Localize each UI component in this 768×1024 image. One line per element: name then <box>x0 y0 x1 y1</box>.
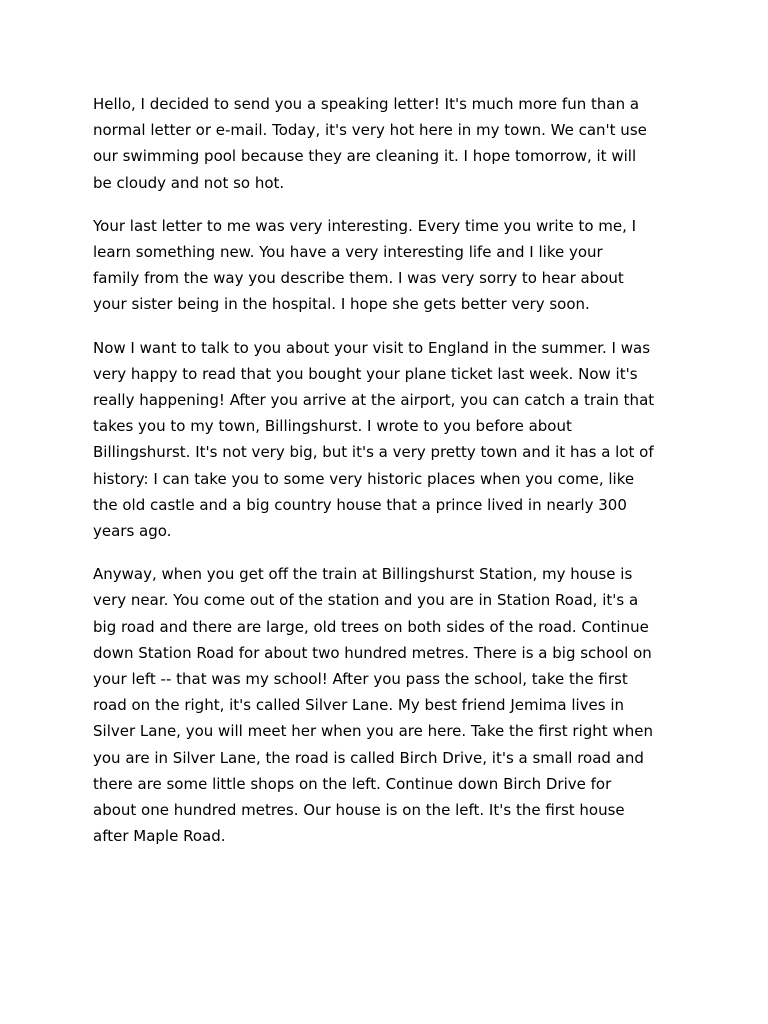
letter-body <box>93 91 685 866</box>
text-line: takes you to my town, Billingshurst. I wrote to you before about <box>93 417 572 436</box>
text-line: after Maple Road. <box>93 827 226 846</box>
text-line: your left -- that was my school! After you pass the school, take the first <box>93 670 628 689</box>
paragraph-visit <box>93 335 685 545</box>
text-line: big road and there are large, old trees on both sides of the road. Continue <box>93 617 649 636</box>
paragraph-greeting <box>93 91 685 196</box>
text-line: road on the right, it's called Silver Lane. My best friend Jemima lives in <box>93 696 625 715</box>
paragraph-last-letter <box>93 213 685 318</box>
text-line: about one hundred metres. Our house is on the left. It's the first house <box>93 801 625 820</box>
text-line: down Station Road for about two hundred metres. There is a big school on <box>93 643 652 662</box>
text-line: years ago. <box>93 522 172 541</box>
text-line: history: I can take you to some very historic places when you come, like <box>93 469 635 488</box>
text-line: very happy to read that you bought your plane ticket last week. Now it's <box>93 364 638 383</box>
text-line: family from the way you describe them. I was very sorry to hear about <box>93 269 624 288</box>
text-line: Hello, I decided to send you a speaking letter! It's much more fun than a <box>93 95 640 113</box>
text-line: Billingshurst. It's not very big, but it's a very pretty town and it has a lot of <box>93 443 654 462</box>
text-line: really happening! After you arrive at the airport, you can catch a train that <box>93 391 655 410</box>
text-line: our swimming pool because they are cleaning it. I hope tomorrow, it will <box>93 147 637 166</box>
text-line: the old castle and a big country house that a prince lived in nearly 300 <box>93 495 627 514</box>
text-line: Now I want to talk to you about your visit to England in the summer. I was <box>93 338 651 357</box>
text-line: Anyway, when you get off the train at Billingshurst Station, my house is <box>93 565 633 584</box>
text-line: be cloudy and not so hot. <box>93 173 285 192</box>
text-line: Silver Lane, you will meet her when you are here. Take the first right when <box>93 722 653 741</box>
text-line: your sister being in the hospital. I hope she gets better very soon. <box>93 295 590 314</box>
text-line: normal letter or e-mail. Today, it's very hot here in my town. We can't use <box>93 121 647 140</box>
paragraph-directions <box>93 561 685 849</box>
text-line: very near. You come out of the station and you are in Station Road, it's a <box>93 591 639 610</box>
text-line: learn something new. You have a very interesting life and I like your <box>93 243 603 262</box>
text-line: there are some little shops on the left. Continue down Birch Drive for <box>93 774 612 793</box>
text-line: you are in Silver Lane, the road is called Birch Drive, it's a small road and <box>93 748 644 767</box>
text-line: Your last letter to me was very interesting. Every time you write to me, I <box>93 216 637 235</box>
